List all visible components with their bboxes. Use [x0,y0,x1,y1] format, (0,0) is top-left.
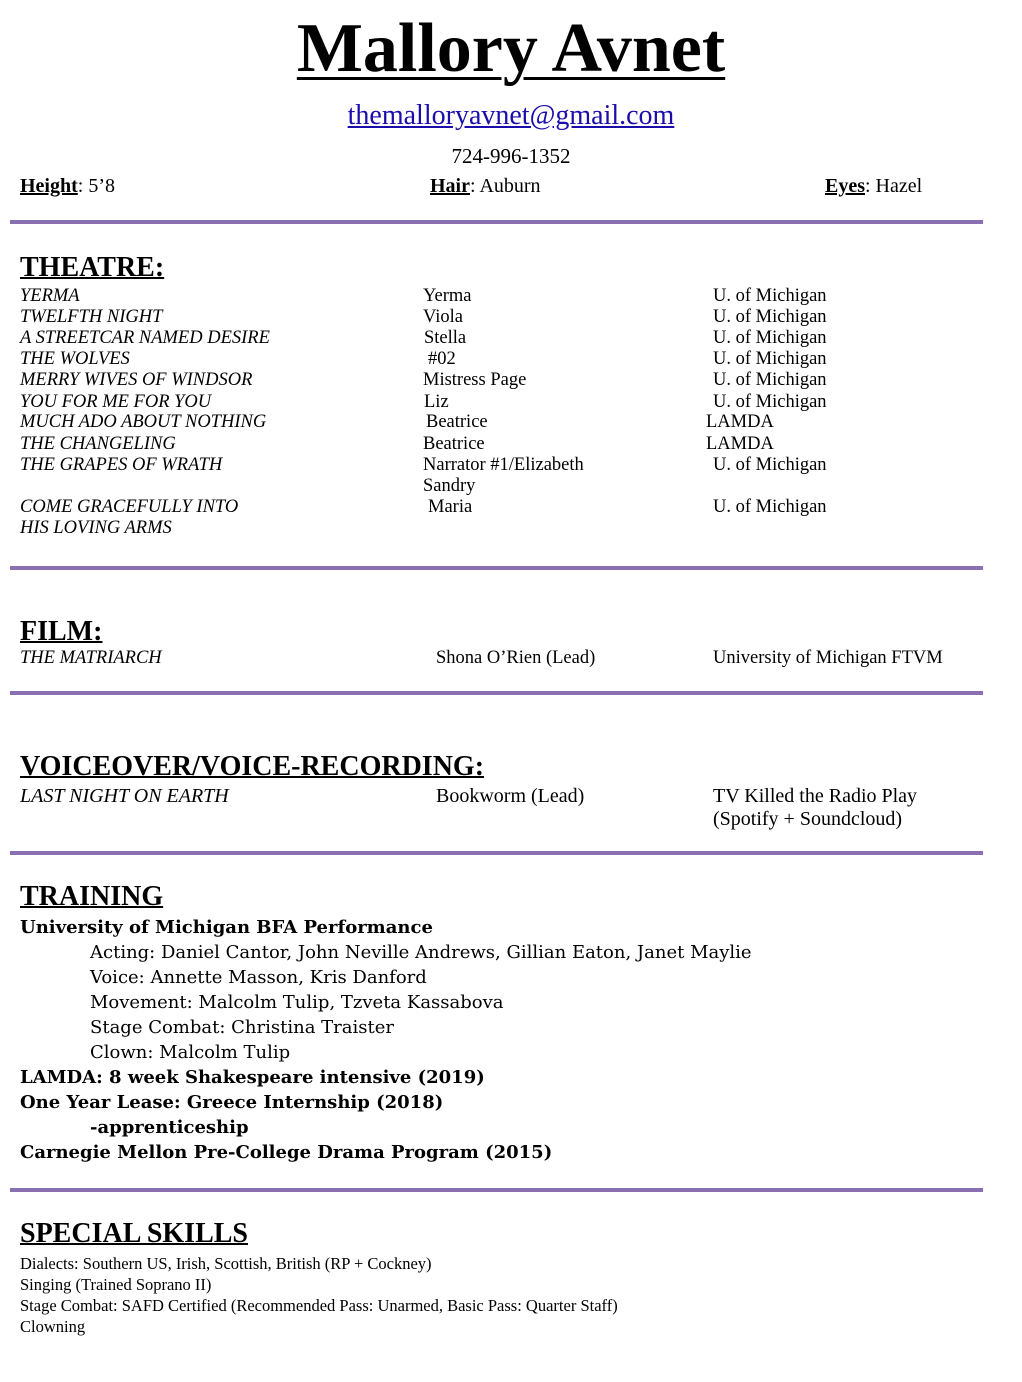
theatre-role: #02 [428,349,456,369]
theatre-role: Yerma [423,286,472,306]
theatre-credit-row [20,349,990,370]
theatre-role: Beatrice [426,412,488,432]
email-link[interactable]: themalloryavnet@gmail.com [347,100,675,131]
theatre-venue: LAMDA [706,412,774,432]
theatre-role: Stella [424,328,467,348]
resume-name: Mallory Avnet [296,10,726,87]
skill-line: Clowning [20,1317,86,1336]
voiceover-role: Bookworm (Lead) [436,785,585,807]
theatre-credit-row [20,497,990,518]
training-line: LAMDA: 8 week Shakespeare intensive (2019) [20,1067,485,1088]
theatre-credit-row [20,392,990,413]
voiceover-venue: TV Killed the Radio Play [713,785,918,807]
theatre-credit-row [20,412,990,433]
training-line: University of Michigan BFA Performance [20,917,433,938]
theatre-venue: U. of Michigan [713,349,827,369]
training-line: Carnegie Mellon Pre-College Drama Program (2015) [20,1142,553,1163]
theatre-title: HIS LOVING ARMS [20,518,172,538]
theatre-title: COME GRACEFULLY INTO [20,497,239,517]
theatre-credit-row [20,370,990,391]
skill-line: Singing (Trained Soprano II) [20,1275,212,1294]
skills-list [20,1253,618,1337]
film-venue: University of Michigan FTVM [713,648,943,668]
phone-number: 724-996-1352 [451,144,571,168]
theatre-title: MERRY WIVES OF WINDSOR [20,370,253,390]
training-list [20,915,752,1165]
training-line: Clown: Malcolm Tulip [90,1042,291,1063]
theatre-credit-row [20,434,990,455]
training-line: Acting: Daniel Cantor, John Neville Andrews, Gillian Eaton, Janet Maylie [90,942,752,963]
hair-stat [430,175,541,198]
theatre-venue: U. of Michigan [713,455,827,475]
voiceover-credit-row [20,784,990,808]
theatre-title: YOU FOR ME FOR YOU [20,392,212,412]
eyes-label: Eyes [825,175,865,197]
height-label: Height [20,175,78,197]
voiceover-venue-cont: (Spotify + Soundcloud) [713,808,903,830]
voiceover-title: LAST NIGHT ON EARTH [20,785,229,807]
section-divider [10,851,983,855]
theatre-credit-row [20,476,990,497]
section-divider [10,566,983,570]
training-line: -apprenticeship [90,1117,249,1138]
training-line: Movement: Malcolm Tulip, Tzveta Kassabova [90,992,504,1013]
section-divider [10,220,983,224]
theatre-title: THE CHANGELING [20,434,176,454]
theatre-role: Maria [428,497,473,517]
theatre-title: THE GRAPES OF WRATH [20,455,223,475]
theatre-venue: U. of Michigan [713,286,827,306]
theatre-credit-row [20,328,990,349]
training-heading: TRAINING [20,881,164,912]
film-heading: FILM: [20,616,103,647]
hair-label: Hair [430,175,470,197]
theatre-credit-row [20,286,990,307]
theatre-role: Liz [424,392,449,412]
film-role: Shona O’Rien (Lead) [436,648,596,668]
skill-line: Stage Combat: SAFD Certified (Recommended Pass: Unarmed, Basic Pass: Quarter Staff) [20,1296,618,1315]
film-title: THE MATRIARCH [20,648,162,668]
training-line: Stage Combat: Christina Traister [90,1017,394,1038]
theatre-venue: U. of Michigan [713,392,827,412]
theatre-credit-row [20,518,990,539]
skill-line: Dialects: Southern US, Irish, Scottish, British (RP + Cockney) [20,1254,432,1273]
theatre-title: YERMA [20,286,80,306]
theatre-credit-row [20,455,990,476]
theatre-role: Narrator #1/Elizabeth [423,455,584,475]
skills-heading: SPECIAL SKILLS [20,1218,248,1249]
theatre-role: Sandry [423,476,476,496]
theatre-credit-row [20,307,990,328]
height-value: : 5’8 [77,175,115,197]
eyes-value: : Hazel [865,175,923,197]
theatre-venue: LAMDA [706,434,774,454]
film-credit-row [20,648,990,669]
theatre-title: MUCH ADO ABOUT NOTHING [20,412,267,432]
theatre-heading: THEATRE: [20,252,165,283]
training-line: One Year Lease: Greece Internship (2018) [20,1092,444,1113]
training-line: Voice: Annette Masson, Kris Danford [90,967,427,988]
theatre-venue: U. of Michigan [713,307,827,327]
section-divider [10,1188,983,1192]
theatre-title: THE WOLVES [20,349,130,369]
theatre-role: Viola [423,307,463,327]
theatre-venue: U. of Michigan [713,370,827,390]
theatre-title: A STREETCAR NAMED DESIRE [20,328,270,348]
theatre-role: Beatrice [423,434,485,454]
theatre-venue: U. of Michigan [713,497,827,517]
voiceover-heading: VOICEOVER/VOICE-RECORDING: [20,751,485,782]
height-stat [20,175,115,198]
eyes-stat [825,175,922,198]
theatre-title: TWELFTH NIGHT [20,307,163,327]
hair-value: : Auburn [470,175,541,197]
voiceover-credit-row-cont [20,807,990,831]
theatre-role: Mistress Page [423,370,527,390]
section-divider [10,691,983,695]
theatre-venue: U. of Michigan [713,328,827,348]
